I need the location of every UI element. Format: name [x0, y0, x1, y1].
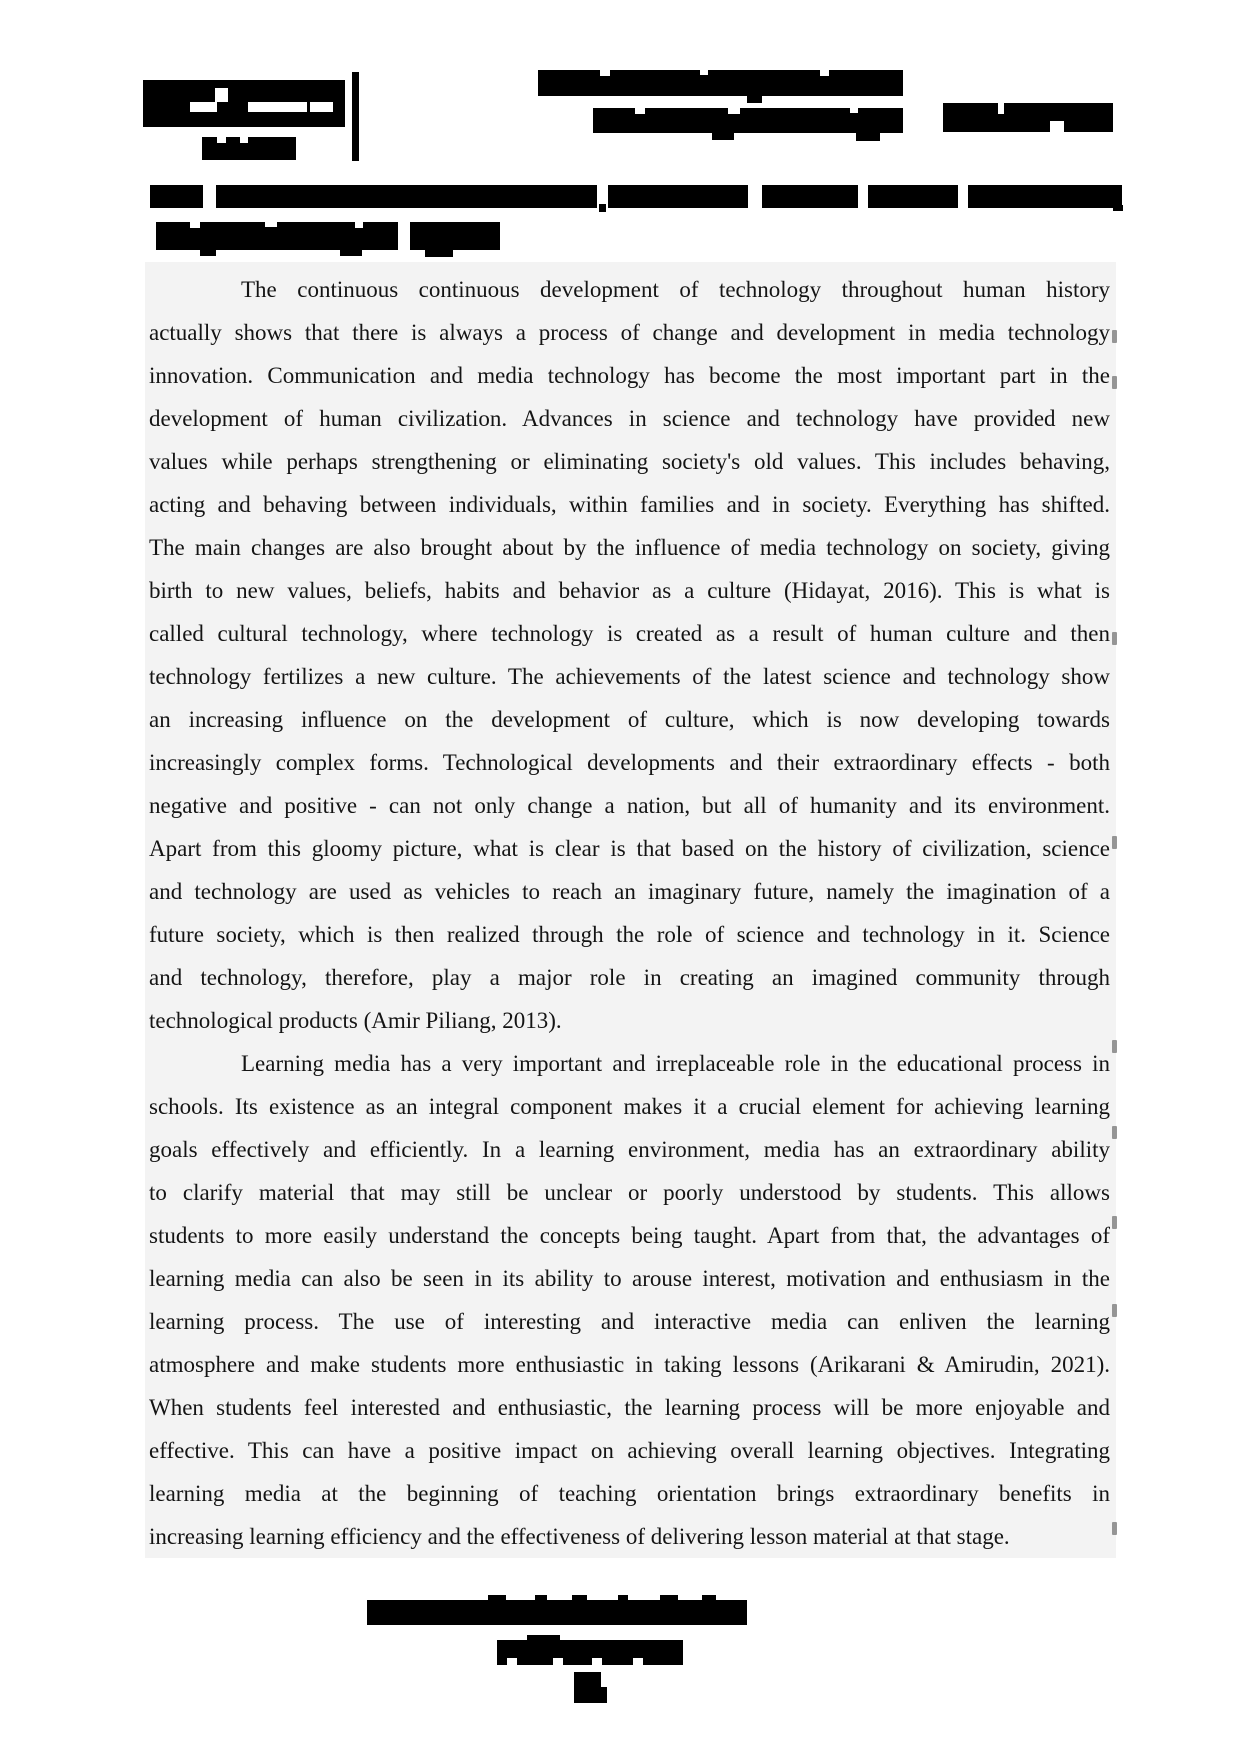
body-text-line: innovation. Communication and media technology has become the most important part in the	[149, 363, 1110, 388]
body-text-line: atmosphere and make students more enthusiastic in taking lessons (Arikarani & Amirudin, 2021).	[149, 1352, 1110, 1377]
redaction-ascender	[618, 1595, 628, 1600]
redaction-descender	[1113, 205, 1123, 211]
body-text-line: students to more easily understand the concepts being taught. Apart from that, the advantages of	[149, 1223, 1110, 1248]
redaction-descender	[856, 133, 880, 141]
body-text-line: and technology, therefore, play a major role in creating an imagined community through	[149, 965, 1110, 990]
redaction-segment	[497, 1640, 683, 1665]
scan-artifact	[1112, 1216, 1117, 1229]
redaction-gap	[248, 102, 307, 112]
scan-artifact	[1112, 1040, 1117, 1053]
redaction-ascender	[527, 1635, 560, 1640]
redaction-descender	[340, 250, 362, 256]
body-text-line: learning media at the beginning of teaching orientation brings extraordinary benefits in	[149, 1481, 1110, 1506]
scan-artifact	[1112, 836, 1117, 849]
redaction-descender	[425, 250, 453, 257]
body-text-line: to clarify material that may still be unclear or poorly understood by students. This allows	[149, 1180, 1110, 1205]
redacted-journal-name-line2	[593, 108, 903, 133]
redaction-gap	[820, 70, 829, 76]
redaction-ascender	[572, 1595, 587, 1600]
redaction-segment	[868, 185, 958, 208]
redaction-gap	[265, 222, 277, 227]
redaction-segment	[150, 185, 203, 208]
body-text-line: negative and positive - can not only change a nation, but all of humanity and its environment.	[149, 793, 1110, 818]
redaction-segment	[762, 185, 858, 208]
body-text-line: The main changes are also brought about by the influence of media technology on society, giving	[149, 535, 1110, 560]
scan-artifact	[1112, 1126, 1117, 1139]
redaction-gap	[355, 222, 363, 228]
redaction-ascender	[535, 1595, 547, 1600]
scan-artifact	[1112, 330, 1117, 343]
body-text-line: The continuous continuous development of technology throughout human history	[241, 277, 1110, 302]
paragraph-2	[149, 1042, 1110, 1558]
body-text-line: technology fertilizes a new culture. The achievements of the latest science and technology show	[149, 664, 1110, 689]
redaction-gap	[190, 102, 217, 112]
redaction-gap	[600, 70, 610, 76]
body-text-line: future society, which is then realized through the role of science and technology in it. Science	[149, 922, 1110, 947]
body-text-line: technological products (Amir Piliang, 2013).	[149, 1008, 562, 1033]
scan-artifact	[1112, 1304, 1117, 1317]
body-text-line: increasing learning efficiency and the effectiveness of delivering lesson material at that stage.	[149, 1524, 1010, 1549]
body-text-line: When students feel interested and enthusiastic, the learning process will be more enjoyable and	[149, 1395, 1110, 1420]
body-text-line: and technology are used as vehicles to reach an imaginary future, namely the imagination of a	[149, 879, 1110, 904]
body-text-line: increasingly complex forms. Technological developments and their extraordinary effects - both	[149, 750, 1110, 775]
redacted-issue-info	[943, 103, 1113, 132]
redaction-gap	[728, 108, 740, 114]
body-text-block	[145, 262, 1116, 1558]
redaction-gap	[635, 108, 645, 114]
redaction-gap	[190, 222, 200, 228]
body-text-line: development of human civilization. Advances in science and technology have provided new	[149, 406, 1110, 431]
redaction-ascender	[488, 1595, 506, 1600]
redaction-gap	[215, 88, 228, 102]
redaction-gap	[633, 1658, 643, 1665]
redacted-heading-line1	[150, 185, 1128, 208]
body-text-line: learning process. The use of interesting and interactive media can enliven the learning	[149, 1309, 1110, 1334]
body-text-line: acting and behaving between individuals, within families and in society. Everything has shifted.	[149, 492, 1110, 517]
body-text-line: actually shows that there is always a process of change and development in media technology	[149, 320, 1110, 345]
body-text-line: Apart from this gloomy picture, what is clear is that based on the history of civilization, science	[149, 836, 1110, 861]
scan-artifact	[1112, 632, 1117, 645]
body-text-line: birth to new values, beliefs, habits and behavior as a culture (Hidayat, 2016). This is what is	[149, 578, 1110, 603]
redaction-descender	[200, 250, 216, 256]
redaction-gap	[1050, 121, 1064, 132]
redaction-descender	[712, 133, 734, 140]
redaction-ascender	[702, 1595, 716, 1600]
scan-artifact	[1112, 376, 1117, 389]
redaction-descender	[747, 96, 762, 103]
body-text-line: Learning media has a very important and irreplaceable role in the educational process in	[241, 1051, 1110, 1076]
body-text-line: schools. Its existence as an integral component makes it a crucial element for achieving learning	[149, 1094, 1110, 1119]
redacted-heading-line2	[156, 222, 500, 250]
redacted-footer-citation	[367, 1595, 747, 1625]
redaction-gap	[850, 108, 858, 113]
redaction-segment	[608, 185, 748, 208]
redacted-footer-url	[497, 1635, 683, 1665]
redaction-gap	[553, 1658, 563, 1665]
redacted-page-number	[574, 1672, 601, 1703]
redaction-gap	[700, 70, 708, 75]
redaction-ascender	[660, 1595, 678, 1600]
redaction-segment	[367, 1600, 747, 1625]
header-divider-line	[352, 72, 359, 161]
redacted-journal-name-line1	[538, 70, 903, 96]
redaction-descender	[601, 1687, 607, 1703]
redacted-logo	[143, 80, 345, 127]
redaction-gap	[507, 1658, 517, 1665]
redaction-segment	[410, 222, 500, 250]
body-text-line: called cultural technology, where technology is created as a result of human culture and then	[149, 621, 1110, 646]
body-text-line: an increasing influence on the development of culture, which is now developing towards	[149, 707, 1110, 732]
redaction-segment	[216, 185, 597, 208]
scan-artifact	[1112, 1522, 1117, 1535]
redaction-gap	[217, 137, 226, 143]
body-text-line: goals effectively and efficiently. In a learning environment, media has an extraordinary ability	[149, 1137, 1110, 1162]
redaction-gap	[592, 1658, 602, 1665]
redaction-gap	[310, 102, 333, 112]
body-text-line: learning media can also be seen in its ability to arouse interest, motivation and enthusiasm in the	[149, 1266, 1110, 1291]
redaction-gap	[998, 103, 1004, 114]
body-text-line: effective. This can have a positive impact on achieving overall learning objectives. Integrating	[149, 1438, 1110, 1463]
redaction-gap	[240, 137, 248, 143]
redaction-segment	[968, 185, 1122, 208]
redaction-segment	[599, 204, 606, 212]
redacted-logo-caption	[202, 137, 296, 160]
paragraph-1	[149, 268, 1110, 1042]
body-text-line: values while perhaps strengthening or eliminating society's old values. This includes behaving,	[149, 449, 1110, 474]
